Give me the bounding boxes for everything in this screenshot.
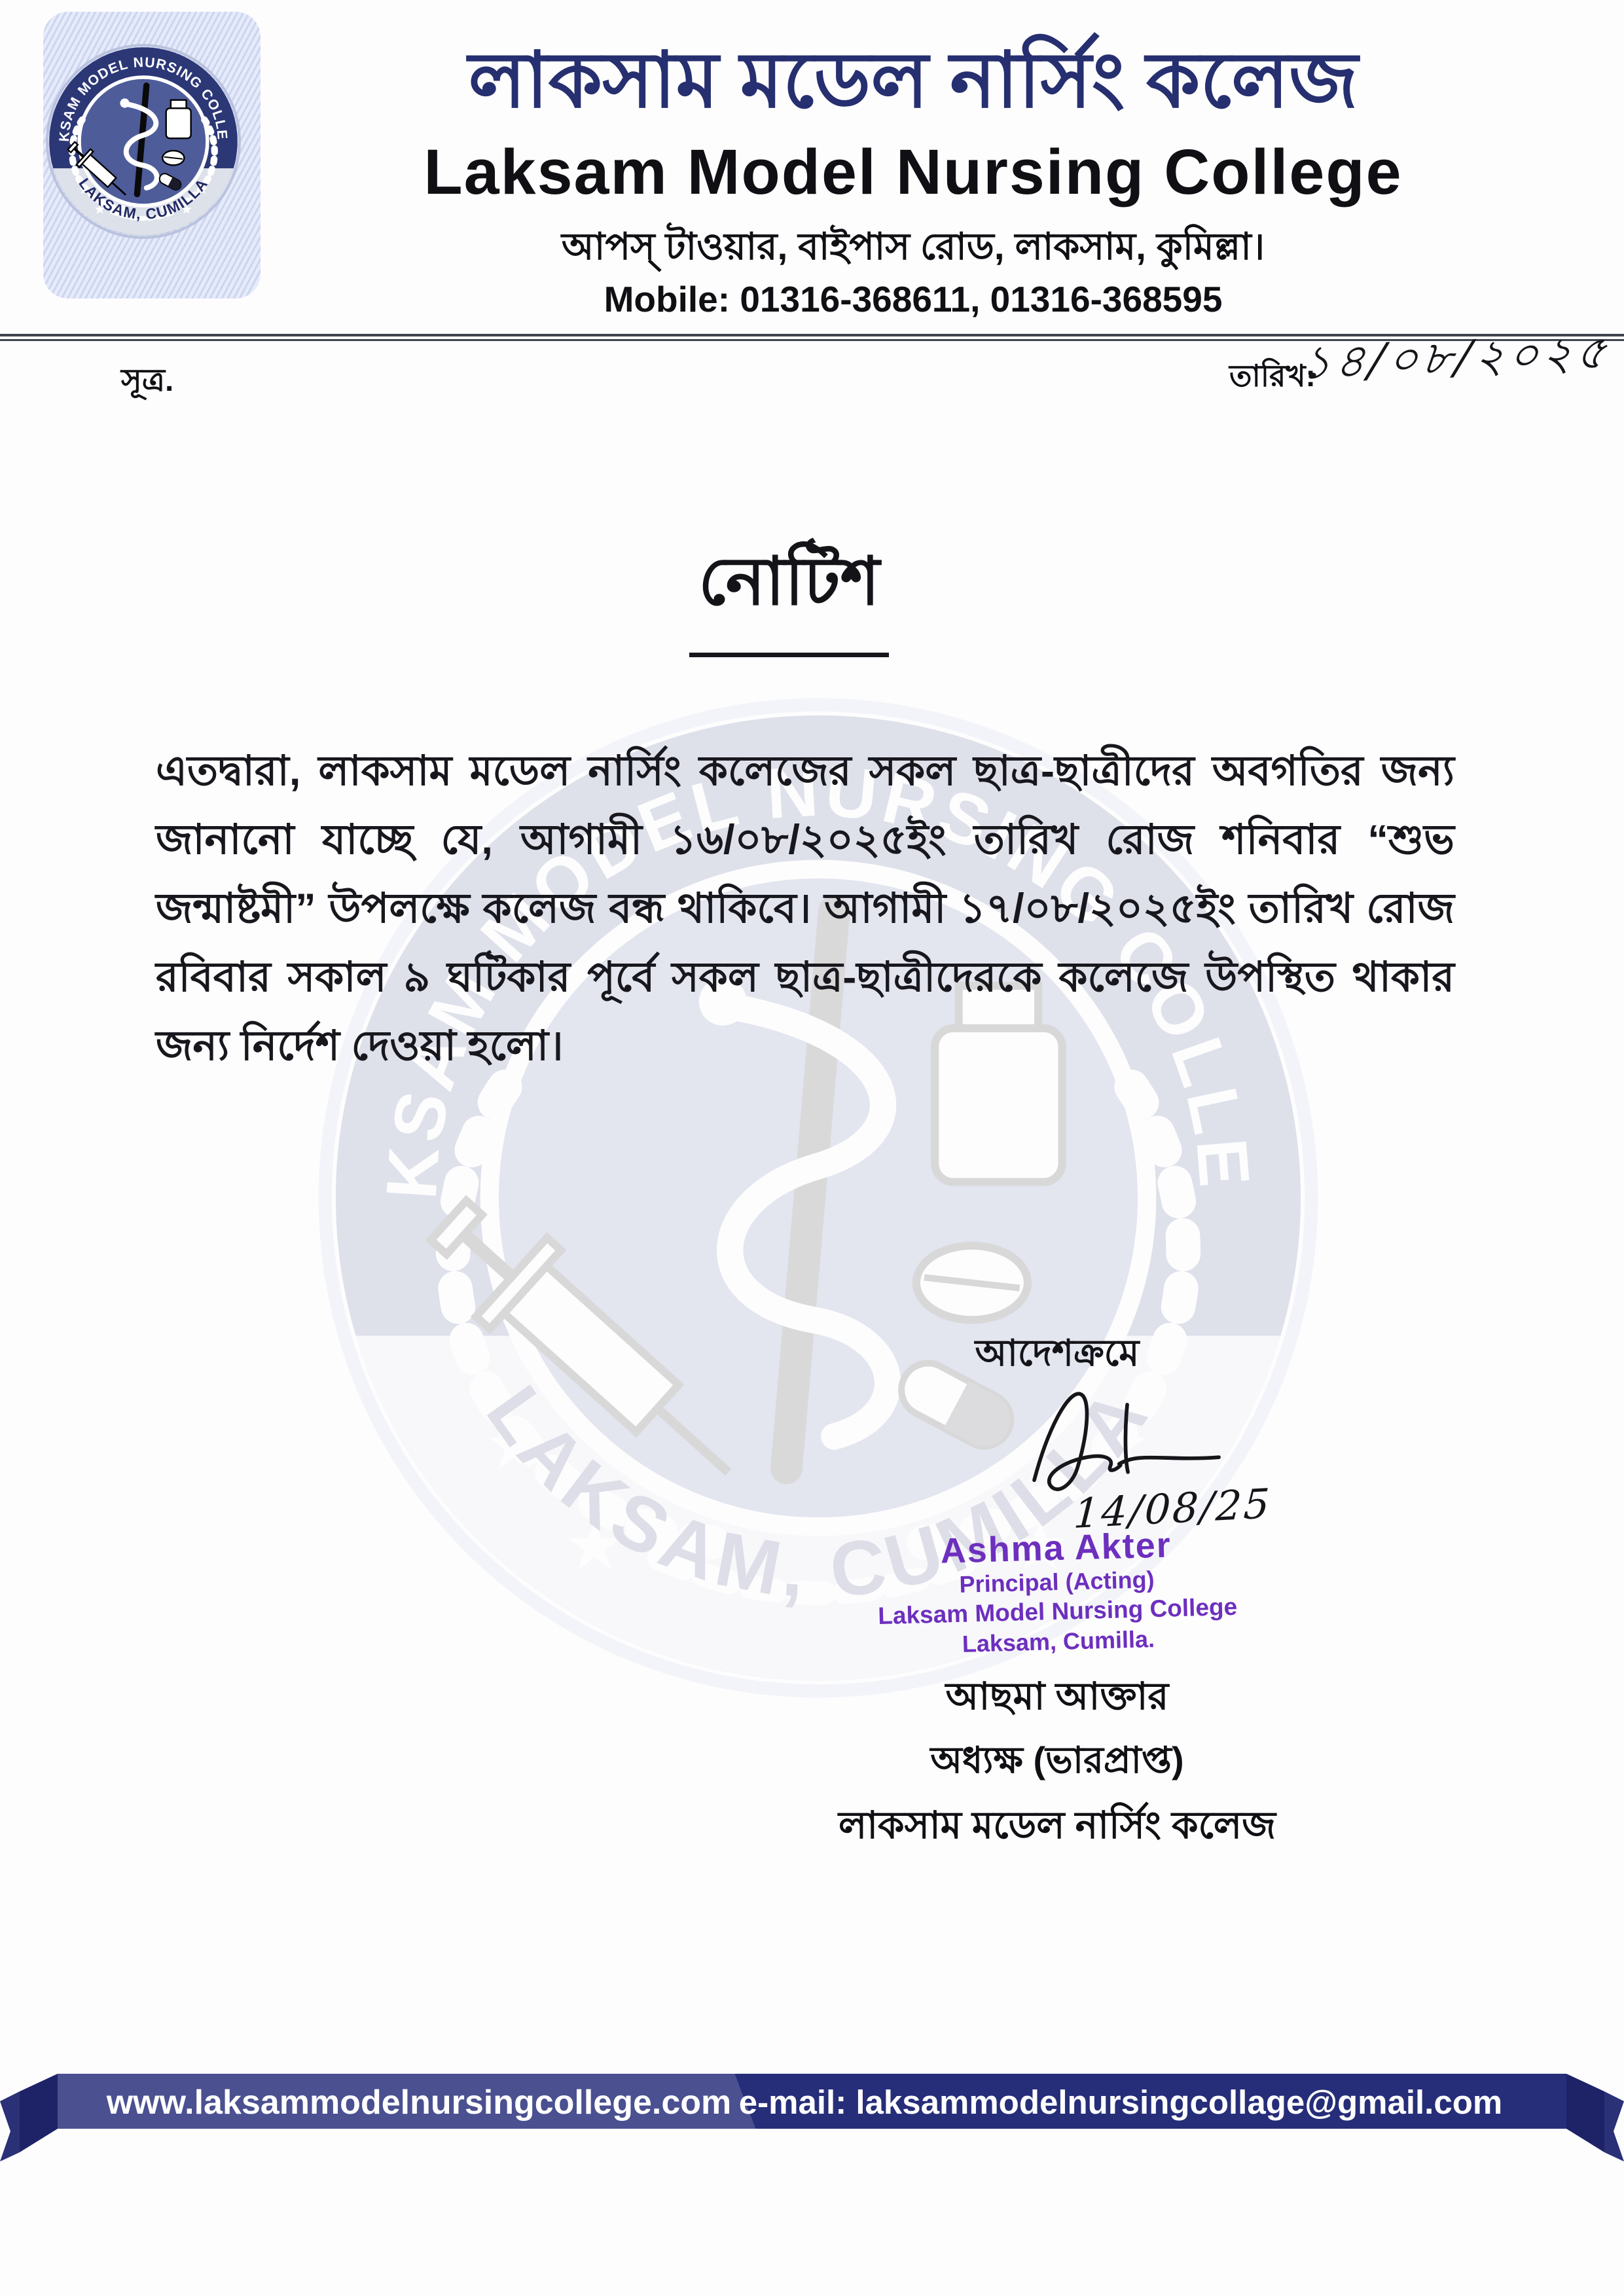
holiday-name: “শুভ জন্মাষ্টমী” bbox=[156, 817, 1454, 931]
college-logo bbox=[43, 12, 261, 298]
notice-body bbox=[156, 737, 1454, 1081]
stamp-place: Laksam, Cumilla. bbox=[962, 1625, 1155, 1657]
notice-body-text: উপলক্ষে কলেজ বন্ধ থাকিবে। আগামী ১৭/০৮/২০২৫ইং তারিখ রোজ রবিবার সকাল ৯ ঘটিকার পূর্বে সকল ছাত্র-ছাত্রীদেরকে কলেজে উপস্থিত থাকার জন্য নির্দেশ দেওয়া হলো। bbox=[156, 886, 1454, 1069]
signatory-title: অধ্যক্ষ (ভারপ্রাপ্ত) bbox=[930, 1739, 1184, 1780]
stamp-org: Laksam Model Nursing College bbox=[877, 1593, 1238, 1630]
ribbon-left-fold bbox=[20, 2074, 58, 2152]
signatory-name: আছমা আক্তার bbox=[945, 1675, 1169, 1718]
signature-stroke bbox=[1119, 1457, 1219, 1464]
stamp-title: Principal (Acting) bbox=[959, 1566, 1155, 1598]
notice-title-wrap bbox=[0, 530, 1624, 657]
footer-website: www.laksammodelnursingcollege.com bbox=[106, 2084, 732, 2122]
handwritten-date: ১৪/০৮/২০২৫ bbox=[1299, 325, 1613, 390]
principal-stamp bbox=[833, 1523, 1282, 1662]
ribbon-right-tail bbox=[1604, 2091, 1624, 2161]
college-address: আপস্ টাওয়ার, বাইপাস রোড, লাকসাম, কুমিল্লা। bbox=[561, 226, 1265, 268]
college-mobile: Mobile: 01316-368611, 01316-368595 bbox=[604, 279, 1223, 319]
notice-title: নোটিশ bbox=[689, 530, 889, 657]
college-name-english: Laksam Model Nursing College bbox=[424, 136, 1403, 208]
ribbon-left-tail bbox=[0, 2091, 20, 2161]
signature-stroke bbox=[1034, 1394, 1121, 1489]
college-emblem bbox=[40, 38, 247, 245]
signature-date: 14/08/25 bbox=[1072, 1479, 1273, 1538]
signature bbox=[1024, 1384, 1227, 1499]
footer-ribbon bbox=[0, 2055, 1624, 2213]
footer-email: e-mail: laksammodelnursingcollage@gmail.com bbox=[738, 2084, 1503, 2121]
ribbon-right-fold bbox=[1566, 2074, 1604, 2152]
letterhead-text bbox=[262, 0, 1564, 325]
notice-body-text: এতদ্বারা, লাকসাম মডেল নার্সিং কলেজের সকল ছাত্র-ছাত্রীদের অবগতির জন্য জানানো যাচ্ছে যে, আগামী ১৬/০৮/২০২৫ইং তারিখ রোজ শনিবার bbox=[156, 748, 1454, 863]
ref-label: সূত্র. bbox=[121, 363, 174, 398]
stamp-name: Ashma Akter bbox=[939, 1525, 1172, 1571]
signatory-org: লাকসাম মডেল নার্সিং কলেজ bbox=[838, 1804, 1276, 1847]
by-order-label: আদেশক্রমে bbox=[975, 1332, 1140, 1373]
signatory-block bbox=[835, 1666, 1280, 1858]
date-label: তারিখ: bbox=[1229, 359, 1316, 393]
college-name-bengali: লাকসাম মডেল নার্সিং কলেজ bbox=[468, 37, 1358, 124]
